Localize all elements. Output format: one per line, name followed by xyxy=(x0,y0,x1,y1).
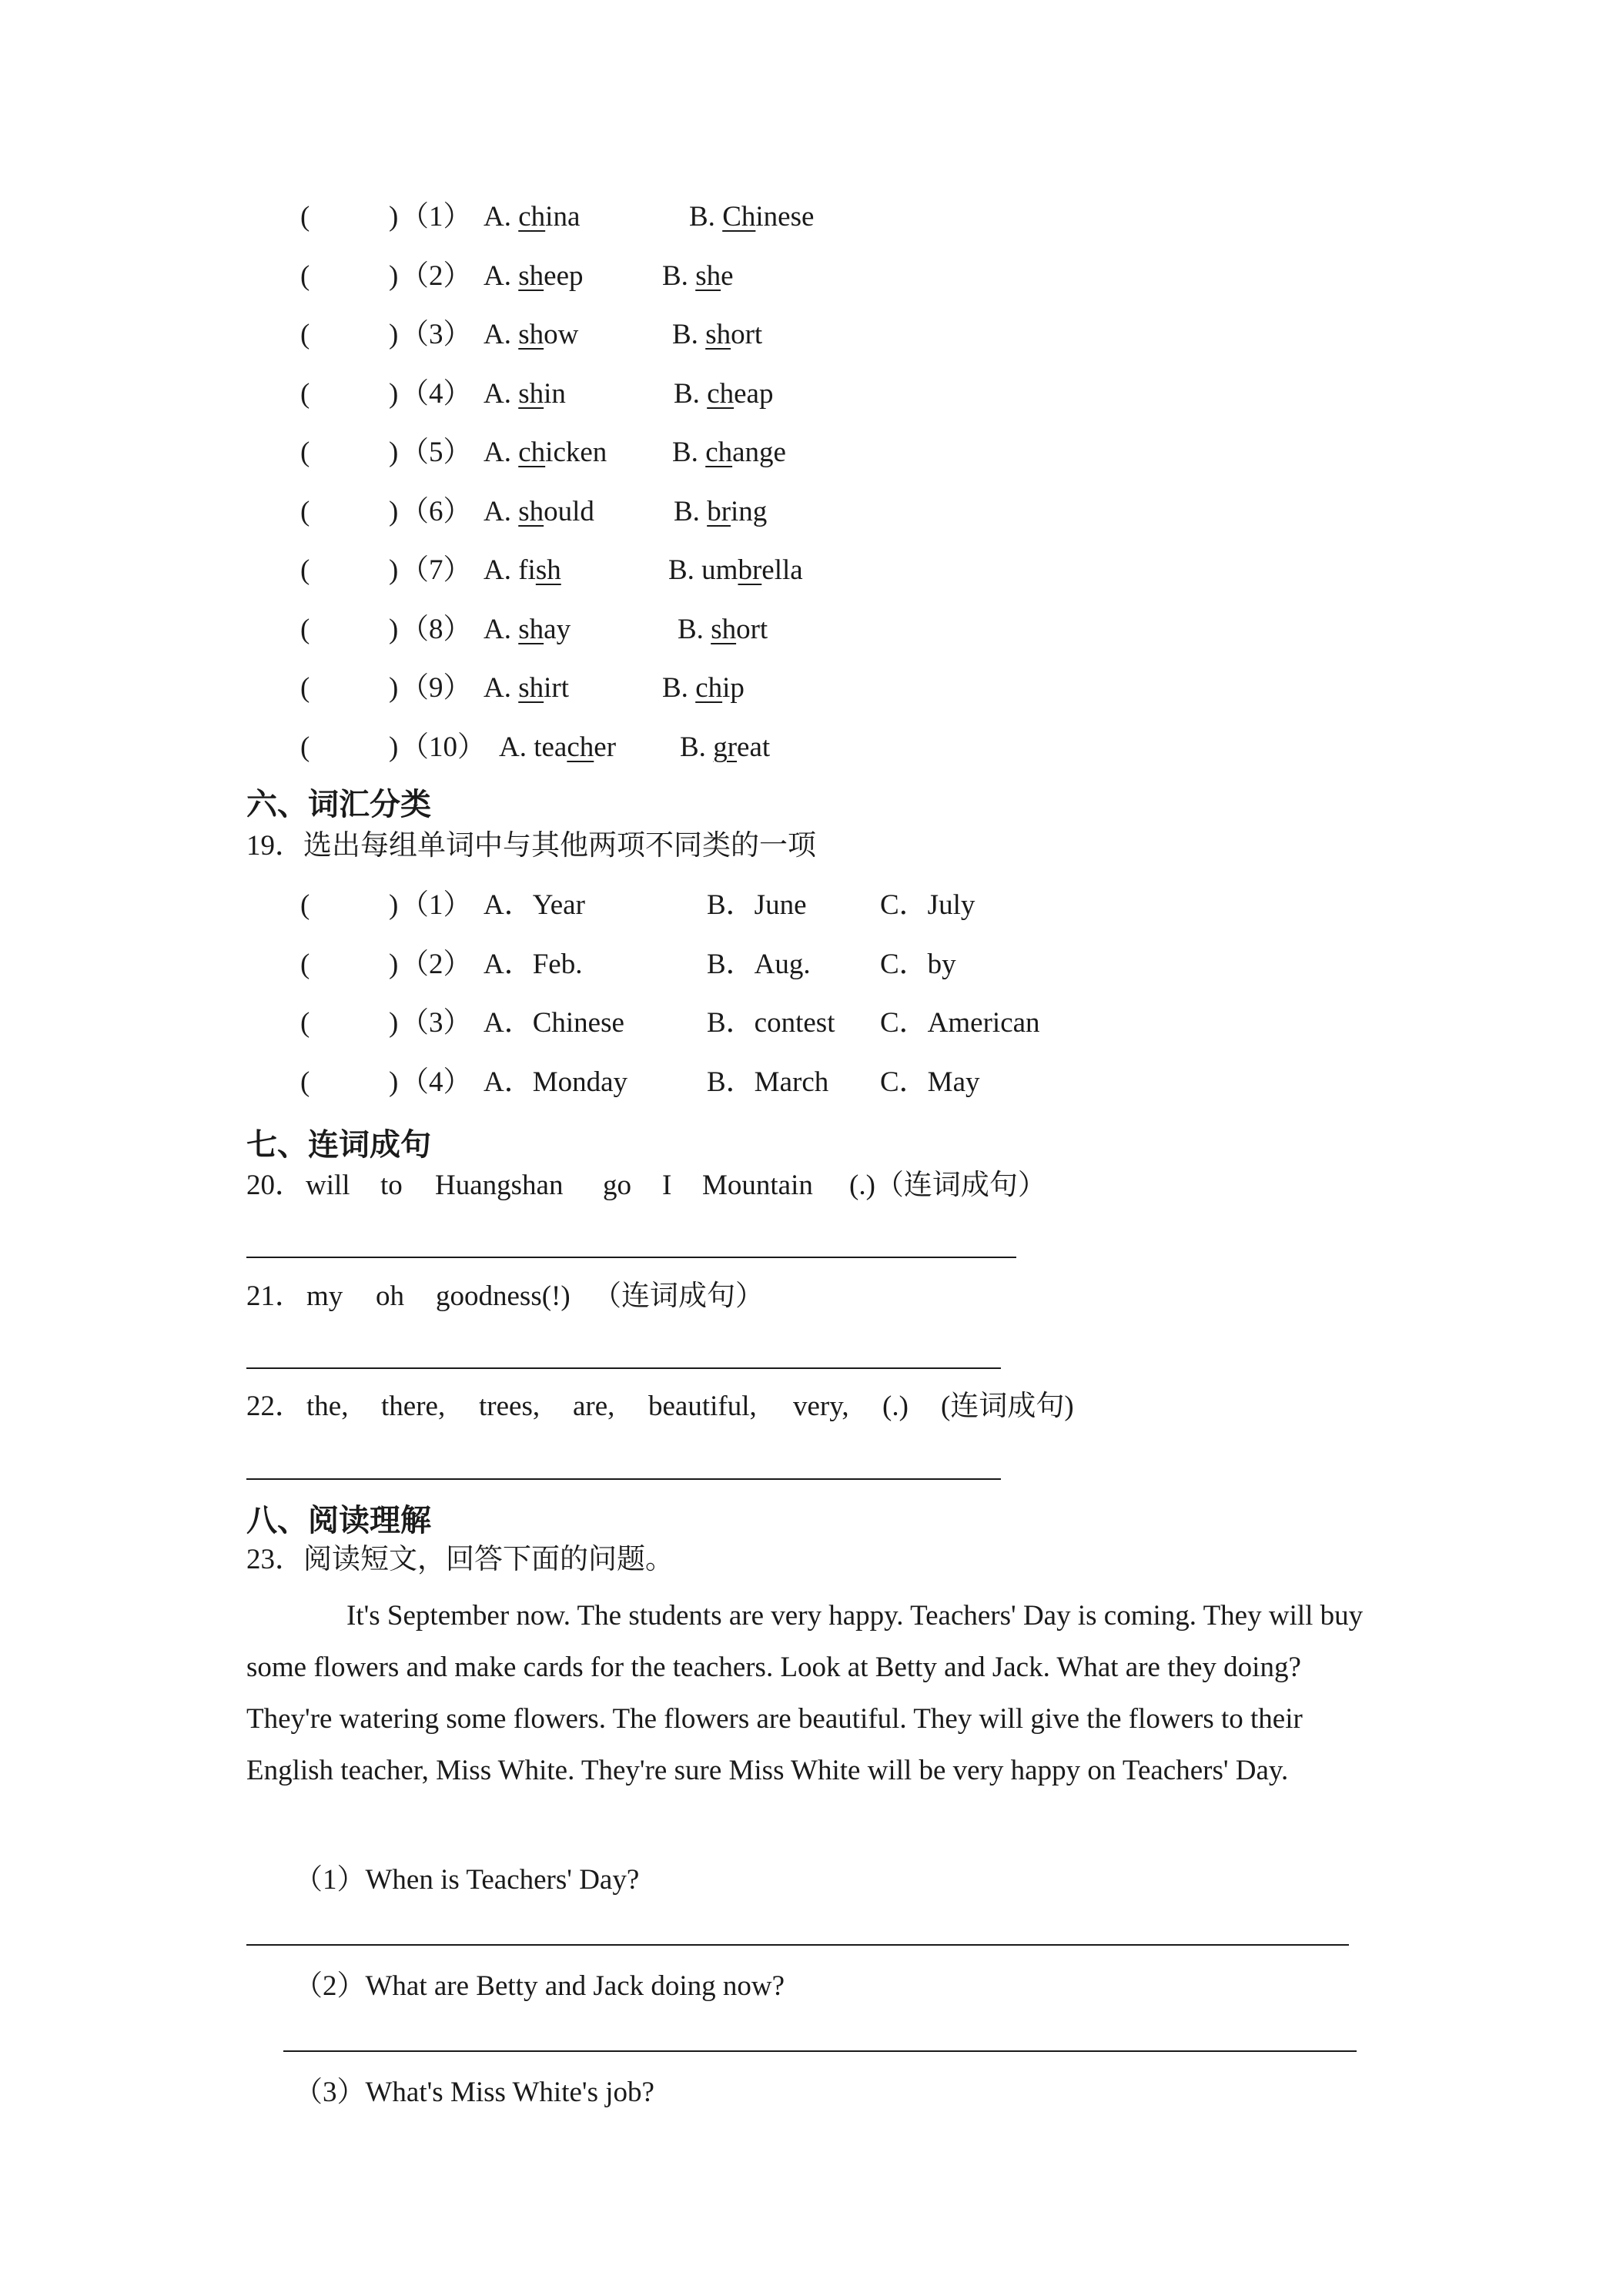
word: oh xyxy=(376,1280,404,1312)
word: the, xyxy=(306,1391,349,1422)
answer-bracket-left: ( xyxy=(300,319,310,350)
item-number: （3） xyxy=(400,319,472,350)
answer-bracket-right: ) xyxy=(389,554,399,586)
underlined-letters: Ch xyxy=(722,201,756,233)
word: Mountain xyxy=(702,1170,813,1201)
answer-bracket-right: ) xyxy=(389,889,399,921)
item-number: （2） xyxy=(400,259,472,292)
answer-line-2[interactable] xyxy=(283,2050,1357,2052)
option-a: A. teacher xyxy=(499,731,617,763)
answer-bracket-left: ( xyxy=(300,613,310,645)
answer-bracket-left: ( xyxy=(300,495,310,527)
word: goodness(!) xyxy=(436,1280,571,1312)
option-c: C．July xyxy=(880,889,975,921)
option-a: A. chicken xyxy=(484,437,607,468)
answer-bracket-right: ) xyxy=(389,613,399,645)
item-number: （9） xyxy=(400,672,472,704)
answer-bracket-left: ( xyxy=(300,948,310,980)
question-instruction: （连词成句） xyxy=(593,1280,764,1312)
option-a: A. sheep xyxy=(484,259,584,292)
question-number: 22． xyxy=(246,1391,303,1422)
option-a: A．Monday xyxy=(484,1066,628,1098)
option-b: B．March xyxy=(707,1066,829,1098)
option-b: B. umbrella xyxy=(668,554,803,586)
item-number: （5） xyxy=(400,437,472,468)
answer-bracket-right: ) xyxy=(389,948,399,980)
option-a: A. shin xyxy=(484,377,566,410)
word: trees, xyxy=(479,1391,540,1422)
answer-line[interactable] xyxy=(246,1478,1001,1480)
item-number: （4） xyxy=(400,377,472,410)
question-instruction: (连词成句) xyxy=(941,1391,1074,1422)
option-c: C．American xyxy=(880,1007,1040,1039)
item-number: （7） xyxy=(400,554,472,586)
underlined-letters: gr xyxy=(713,731,738,763)
answer-bracket-left: ( xyxy=(300,1007,310,1039)
word: Huangshan xyxy=(435,1170,564,1201)
option-b: B. cheap xyxy=(674,377,774,410)
option-a: A．Feb. xyxy=(484,948,583,980)
section-8-heading: 八、阅读理解 xyxy=(246,1503,431,1538)
question-instruction: (.)（连词成句） xyxy=(849,1170,1046,1201)
underlined-letters: ch xyxy=(518,201,546,233)
word: to xyxy=(380,1170,403,1201)
answer-bracket-right: ) xyxy=(389,1066,399,1098)
word: (.) xyxy=(882,1391,909,1422)
word: are, xyxy=(573,1391,615,1422)
underlined-letters: sh xyxy=(518,377,544,410)
answer-bracket-left: ( xyxy=(300,731,310,763)
item-number: （3） xyxy=(400,1007,472,1039)
option-a: A．Year xyxy=(484,889,585,921)
question-23-prompt: 23．阅读短文，回答下面的问题。 xyxy=(246,1544,674,1575)
question-number: 21． xyxy=(246,1280,303,1312)
answer-bracket-left: ( xyxy=(300,672,310,704)
answer-bracket-right: ) xyxy=(389,495,399,527)
answer-line[interactable] xyxy=(246,1257,1016,1258)
option-b: B. short xyxy=(678,613,768,645)
option-a: A. shirt xyxy=(484,672,570,704)
reading-question-1: （1）When is Teachers' Day? xyxy=(294,1864,640,1896)
option-b: B．June xyxy=(707,889,807,921)
option-c: C．by xyxy=(880,948,956,980)
underlined-letters: sh xyxy=(518,319,544,350)
item-number: （2） xyxy=(400,948,472,980)
option-b: B. change xyxy=(672,437,786,468)
underlined-letters: sh xyxy=(518,259,544,292)
item-number: （4） xyxy=(400,1066,472,1098)
option-b: B. short xyxy=(672,319,763,350)
question-number: 20． xyxy=(246,1170,303,1201)
answer-bracket-left: ( xyxy=(300,437,310,468)
option-a: A. shay xyxy=(484,613,571,645)
underlined-letters: sh xyxy=(695,259,721,292)
option-b: B. chip xyxy=(662,672,745,704)
underlined-letters: sh xyxy=(535,554,561,586)
underlined-letters: ch xyxy=(695,672,723,704)
option-b: B. Chinese xyxy=(689,201,815,233)
underlined-letters: sh xyxy=(518,495,544,527)
answer-bracket-right: ) xyxy=(389,319,399,350)
underlined-letters: ch xyxy=(705,437,733,468)
underlined-letters: ch xyxy=(707,377,735,410)
reading-passage: It's September now. The students are very happy. Teachers' Day is coming. They will buy some flowers and make cards for the teachers. Look at Betty and Jack. What are they doing? They're watering some flowers. The flowers are beautiful. They will give the flowers to their English teacher, Miss White. They're sure Miss White will be very happy on Teachers' Day. xyxy=(246,1600,1364,1786)
underlined-letters: sh xyxy=(711,613,737,645)
option-b: B. she xyxy=(662,259,734,292)
word: I xyxy=(662,1170,672,1201)
underlined-letters: ch xyxy=(567,731,594,763)
option-a: A. should xyxy=(484,495,594,527)
word: go xyxy=(603,1170,631,1201)
word: beautiful, xyxy=(648,1391,757,1422)
item-number: （6） xyxy=(400,495,472,527)
section-6-heading: 六、词汇分类 xyxy=(246,787,431,822)
item-number: （1） xyxy=(400,889,472,921)
section-7-heading: 七、连词成句 xyxy=(246,1127,431,1163)
question-19-prompt: 19．选出每组单词中与其他两项不同类的一项 xyxy=(246,830,816,862)
underlined-letters: br xyxy=(707,495,731,527)
answer-bracket-right: ) xyxy=(389,1007,399,1039)
underlined-letters: ch xyxy=(518,437,546,468)
answer-bracket-right: ) xyxy=(389,437,399,468)
option-b: B. bring xyxy=(674,495,768,527)
answer-bracket-left: ( xyxy=(300,259,310,292)
answer-line-1[interactable] xyxy=(246,1944,1349,1946)
word: very, xyxy=(793,1391,849,1422)
answer-line[interactable] xyxy=(246,1367,1001,1369)
option-a: A．Chinese xyxy=(484,1007,624,1039)
underlined-letters: sh xyxy=(518,613,544,645)
item-number: （8） xyxy=(400,613,472,645)
option-b: B. great xyxy=(680,731,771,763)
option-a: A. china xyxy=(484,201,581,233)
answer-bracket-left: ( xyxy=(300,1066,310,1098)
answer-bracket-left: ( xyxy=(300,377,310,410)
word: my xyxy=(306,1280,343,1312)
answer-bracket-right: ) xyxy=(389,259,399,292)
underlined-letters: br xyxy=(738,554,762,586)
word: there, xyxy=(381,1391,446,1422)
option-b: B．contest xyxy=(707,1007,835,1039)
option-a: A. show xyxy=(484,319,579,350)
option-b: B．Aug. xyxy=(707,948,811,980)
item-number: （1） xyxy=(400,201,472,233)
answer-bracket-right: ) xyxy=(389,672,399,704)
answer-bracket-right: ) xyxy=(389,201,399,233)
reading-question-2: （2）What are Betty and Jack doing now? xyxy=(294,1970,785,2002)
answer-bracket-left: ( xyxy=(300,889,310,921)
answer-bracket-right: ) xyxy=(389,377,399,410)
word: will xyxy=(306,1170,350,1201)
underlined-letters: sh xyxy=(705,319,731,350)
item-number: （10） xyxy=(400,731,486,763)
option-a: A. fish xyxy=(484,554,561,586)
underlined-letters: sh xyxy=(518,672,544,704)
answer-bracket-right: ) xyxy=(389,731,399,763)
reading-question-3: （3）What's Miss White's job? xyxy=(294,2077,654,2108)
answer-bracket-left: ( xyxy=(300,554,310,586)
option-c: C．May xyxy=(880,1066,980,1098)
answer-bracket-left: ( xyxy=(300,201,310,233)
